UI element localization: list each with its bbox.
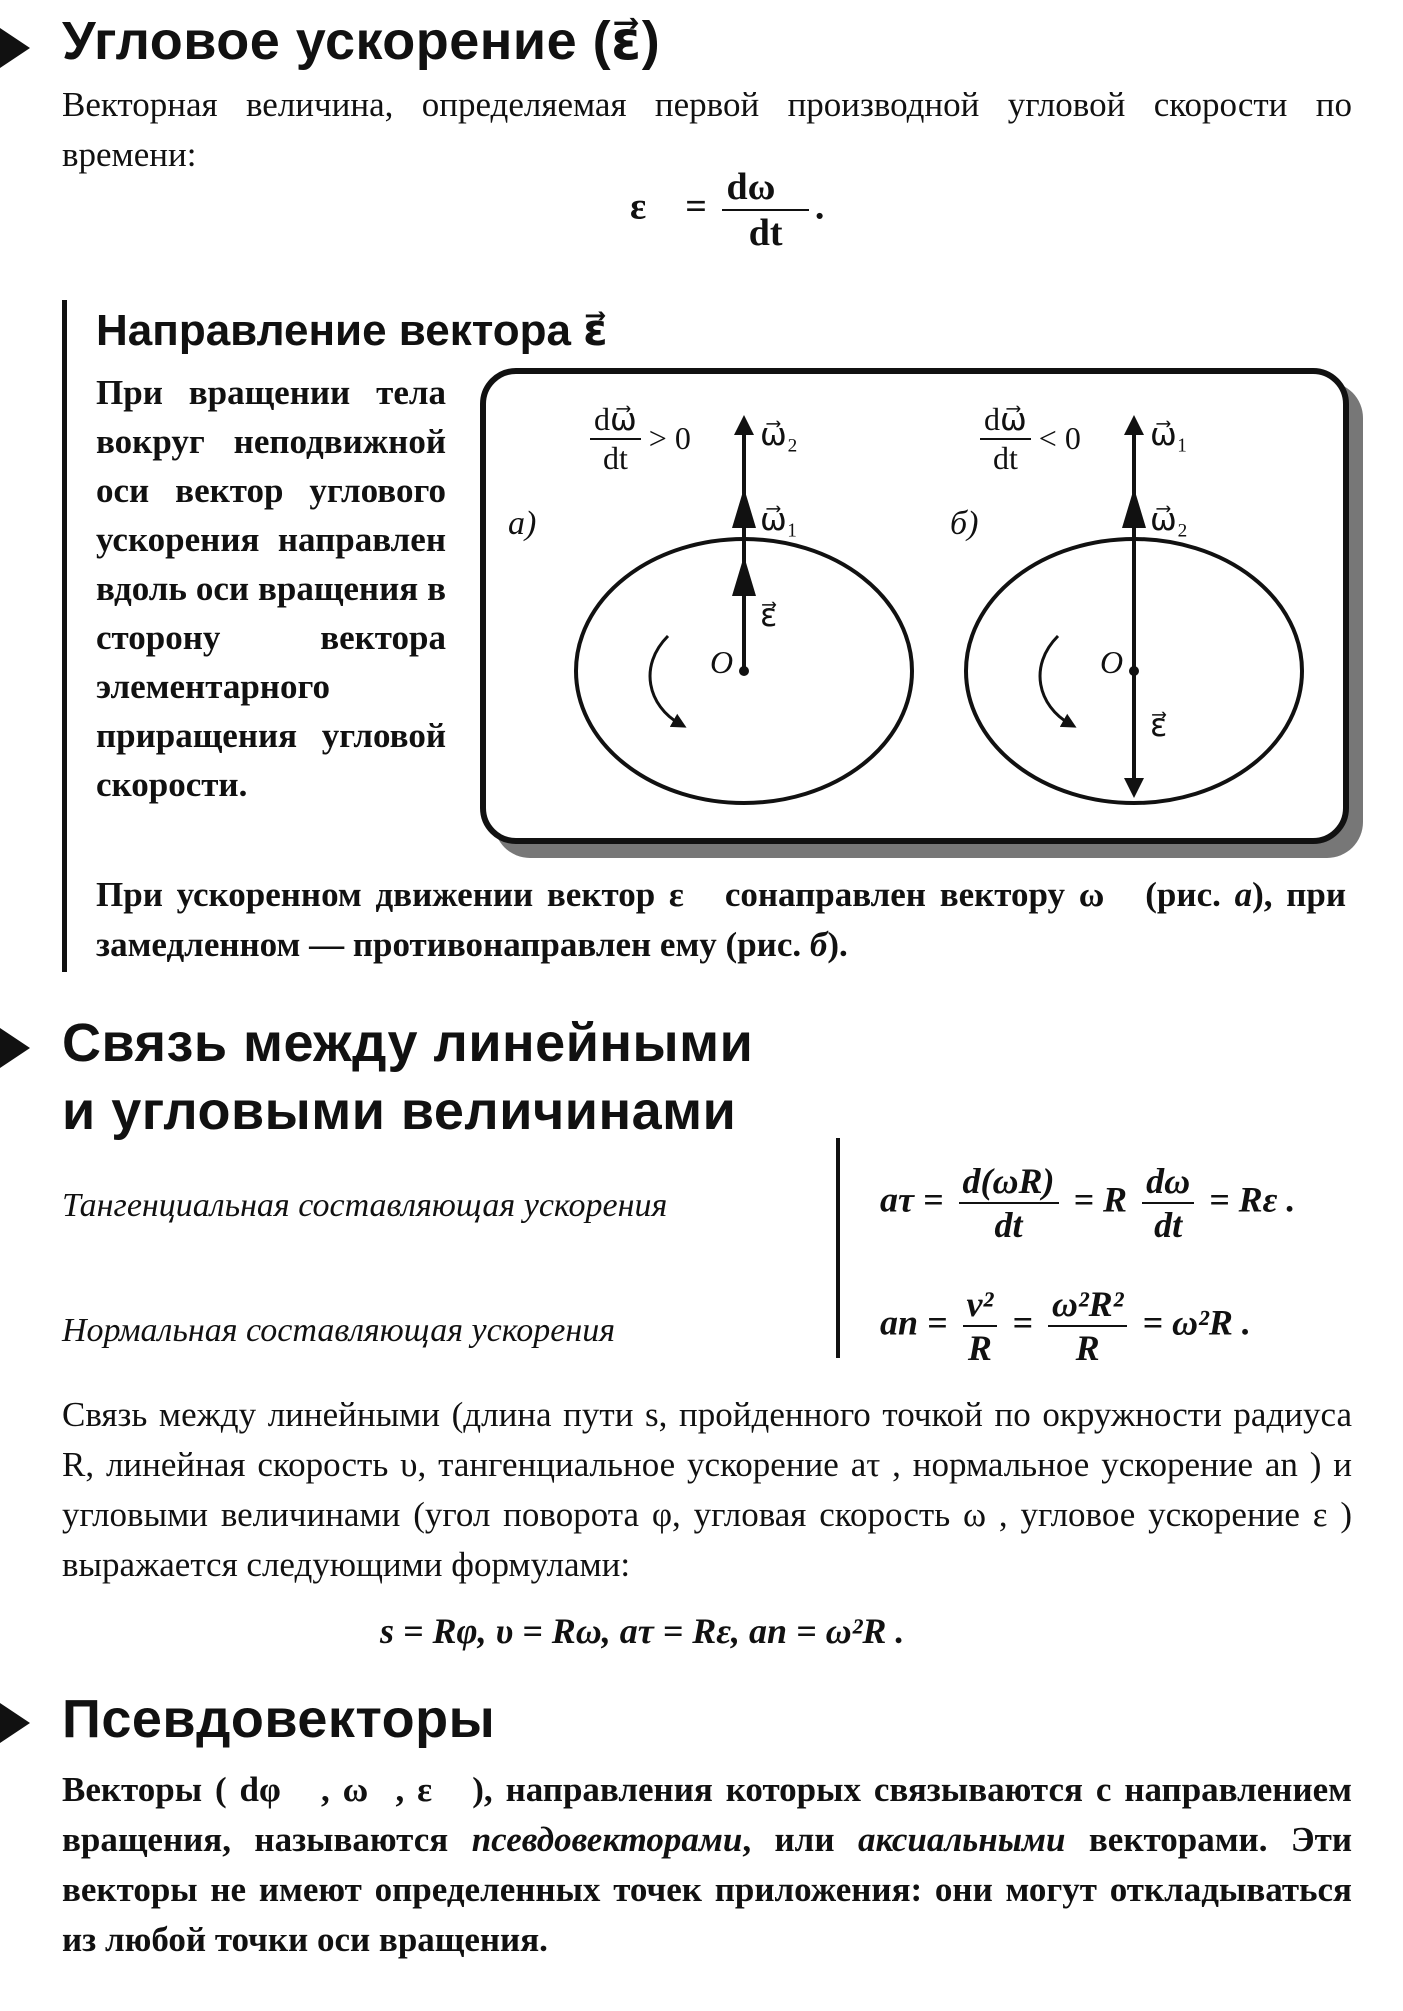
pseudovectors-term1: псевдовекторами (471, 1820, 743, 1859)
diagram-b (966, 425, 1302, 803)
diagram-b-label: б) (950, 505, 979, 542)
rotation-arrow-b-icon (1040, 636, 1070, 724)
diagram-b-eps-vector: ε⃗ (1150, 707, 1168, 743)
direction-heading: Направление вектора ε⃗ (96, 306, 608, 355)
diagram-b-cond-fraction (980, 400, 1031, 477)
epsilon-arrowhead-a (732, 556, 756, 596)
direction-description: При вращении тела вокруг неподвижной оси вектор углового ускорения направлен вдоль оси вращения в сторону вектора элементарного приращения угловой скорости. (96, 373, 446, 804)
diagram-b-center: O (1100, 644, 1124, 680)
formula-divider (836, 1138, 840, 1358)
tangential-frac1-den: dt (994, 1205, 1023, 1245)
angular-acceleration-definition: Векторная величина, определяемая первой производной угловой скорости по времени: (62, 85, 1352, 174)
tangential-rhs: = Rε . (1209, 1179, 1296, 1220)
section-heading-linear-angular-line1: Связь между линейными (62, 1013, 754, 1073)
direction-note (96, 870, 1346, 970)
center-point-a (739, 666, 749, 676)
diagram-a-label: а) (508, 505, 537, 542)
center-point-b (1129, 666, 1139, 676)
normal-frac1-den: R (967, 1328, 992, 1368)
direction-note-part1: При ускоренном движении вектор ε⃗ сонаправлен вектору ω⃗ (рис. (96, 875, 1235, 914)
tangential-frac2 (1142, 1160, 1194, 1246)
diagram-a-cond-num: dω⃗ (590, 400, 641, 440)
normal-label: Нормальная составляющая ускорения (62, 1312, 616, 1349)
diagram-a (576, 425, 912, 803)
diagram-a-mid-vector: ω⃗₁ (760, 501, 798, 537)
diagram-b-cond-sign: < 0 (1038, 420, 1081, 456)
diagram-a-cond-fraction (590, 400, 641, 477)
direction-side-bar (62, 300, 67, 972)
tangential-frac2-den: dt (1154, 1205, 1183, 1245)
diagram-b-top-vector: ω⃗₁ (1150, 416, 1188, 452)
section-marker-icon (0, 1703, 30, 1743)
diagram-b-mid-vector: ω⃗₂ (1150, 501, 1188, 537)
diagram-b-cond-num: dω⃗ (980, 400, 1031, 440)
normal-frac1-num: v² (963, 1283, 998, 1327)
normal-rhs: = ω²R . (1142, 1302, 1251, 1343)
normal-frac2-num: ω²R² (1048, 1283, 1128, 1327)
section-heading-angular-acceleration: Угловое ускорение (ε⃗) (62, 11, 661, 71)
diagram-a-cond-den: dt (602, 440, 628, 476)
normal-frac2 (1048, 1283, 1128, 1369)
section-heading-linear-angular-line2: и угловыми величинами (62, 1081, 737, 1141)
formula-fraction (722, 165, 808, 255)
tangential-lhs: aτ = (880, 1179, 944, 1220)
rotation-arrow-a-icon (650, 636, 680, 724)
direction-note-fig-b: б (809, 925, 828, 964)
omega1-arrowhead-a (732, 488, 756, 528)
section-marker-icon (0, 1028, 30, 1068)
pseudovectors-part1: Векторы ( dφ⃗ , ω⃗, ε⃗ ), направления которых связываются с направлением вращения, называются (62, 1770, 1352, 1859)
formula-numerator: dω⃗ (722, 165, 808, 211)
pseudovectors-term2: аксиальными (857, 1820, 1066, 1859)
formula-lhs: ε⃗ = (630, 185, 707, 228)
direction-note-part2: ), при замедленном — противонаправлен ему (рис. (96, 875, 1347, 964)
diagram-b-cond-den: dt (992, 440, 1018, 476)
normal-formula (880, 1283, 1251, 1369)
section-marker-icon (0, 28, 30, 68)
normal-lhs: an = (880, 1302, 948, 1343)
tangential-frac2-num: dω (1142, 1160, 1194, 1204)
tangential-frac1 (959, 1160, 1059, 1246)
pseudovectors-text (62, 1765, 1352, 1965)
diagram-a-center: O (710, 644, 734, 680)
summary-formula: s = Rφ, υ = Rω, aτ = Rε, an = ω²R . (380, 1611, 905, 1651)
tangential-mid: = R (1073, 1179, 1128, 1220)
diagram-b-condition (980, 400, 1081, 477)
section-heading-pseudovectors: Псевдовекторы (62, 1689, 496, 1749)
formula-denominator: dt (748, 212, 783, 254)
diagram-a-cond-sign: > 0 (648, 420, 691, 456)
tangential-formula (880, 1160, 1295, 1246)
pseudovectors-part2: , или (742, 1820, 858, 1859)
direction-note-fig-a: а (1234, 875, 1253, 914)
formula-tail: . (814, 185, 825, 228)
normal-eq: = (1012, 1302, 1033, 1343)
diagram-a-top-vector: ω⃗₂ (760, 416, 798, 452)
pseudovectors-part3: векторами. Эти векторы не имеют определенных точек приложения: они могут откладываться из любой точки оси вращения. (62, 1820, 1352, 1959)
tangential-label: Тангенциальная составляющая ускорения (62, 1187, 668, 1224)
tangential-frac1-num: d(ωR) (959, 1160, 1059, 1204)
normal-frac1 (963, 1283, 998, 1369)
diagram-a-condition (590, 400, 691, 477)
angular-acceleration-formula (630, 165, 824, 255)
normal-frac2-den: R (1075, 1328, 1100, 1368)
omega2-arrowhead-b (1122, 488, 1146, 528)
relation-text: Связь между линейными (длина пути s, пройденного точкой по окружности радиуса R, линейная скорость υ, тангенциальное ускорение aτ , нормальное ускорение an ) и угловыми величинами (угол поворота φ, угловая скорость ω , угловое ускорение ε ) выражается следующими формулами: (62, 1395, 1352, 1584)
direction-note-part3: ). (827, 925, 848, 964)
diagram-a-eps-vector: ε⃗ (760, 597, 778, 633)
